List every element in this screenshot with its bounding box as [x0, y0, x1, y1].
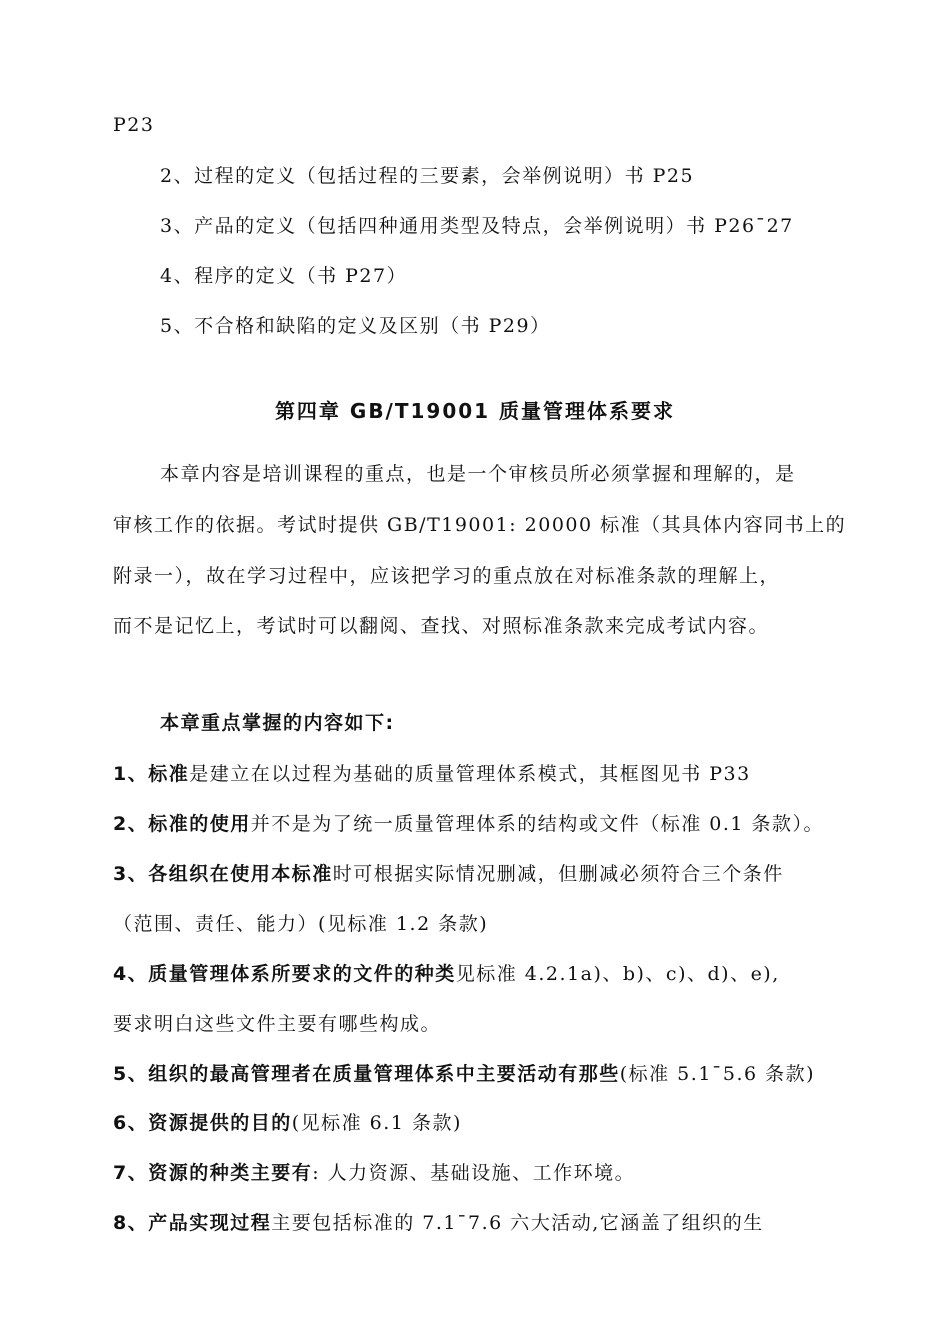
key-item [113, 1160, 635, 1186]
key-item [113, 1110, 462, 1136]
list-item: 3、产品的定义（包括四种通用类型及特点，会举例说明）书 P26¯27 [160, 215, 794, 237]
paragraph-line: 附录一），故在学习过程中，应该把学习的重点放在对标准条款的理解上， [113, 565, 781, 587]
key-item-bold: 2、标准的使用 [113, 813, 251, 835]
chapter-title: 第四章 GB/T19001 质量管理体系要求 [274, 399, 676, 423]
key-item-text: 见标准 4.2.1a)、b)、c)、d)、e), [455, 963, 780, 985]
key-item-bold: 4、质量管理体系所要求的文件的种类 [113, 963, 456, 985]
key-item-bold: 3、各组织在使用本标准 [113, 863, 333, 885]
key-item-text: 并不是为了统一质量管理体系的结构或文件（标准 0.1 条款）。 [250, 813, 825, 835]
text-line: P23 [113, 114, 155, 136]
key-item-text: 是建立在以过程为基础的质量管理体系模式，其框图见书 P33 [189, 763, 751, 785]
list-item: 2、过程的定义（包括过程的三要素，会举例说明）书 P25 [160, 165, 695, 187]
section-heading: 本章重点掌握的内容如下: [160, 712, 395, 734]
key-item [113, 1210, 764, 1236]
key-item-text: : 人力资源、基础设施、工作环境。 [312, 1162, 636, 1184]
paragraph-line: 本章内容是培训课程的重点，也是一个审核员所必须掌握和理解的，是 [160, 463, 796, 485]
key-item [113, 811, 824, 837]
key-item-bold: 1、标准 [113, 763, 190, 785]
key-item-text: 时可根据实际情况删减，但删减必须符合三个条件 [332, 863, 784, 885]
list-item: 4、程序的定义（书 P27） [160, 265, 408, 287]
list-item: 5、不合格和缺陷的定义及区别（书 P29） [160, 315, 551, 337]
key-item-text: 主要包括标准的 7.1¯7.6 六大活动,它涵盖了组织的生 [271, 1212, 764, 1234]
key-item-text: (标准 5.1¯5.6 条款) [619, 1063, 816, 1085]
key-item [113, 961, 780, 987]
key-item-bold: 6、资源提供的目的 [113, 1112, 292, 1134]
key-item [113, 1011, 441, 1037]
key-item-bold: 8、产品实现过程 [113, 1212, 272, 1234]
key-item [113, 1061, 815, 1087]
key-item [113, 761, 751, 787]
key-item-bold: 5、组织的最高管理者在质量管理体系中主要活动有那些 [113, 1063, 620, 1085]
key-item-text: 要求明白这些文件主要有哪些构成。 [113, 1013, 442, 1035]
key-item [113, 911, 488, 937]
key-item [113, 861, 784, 887]
paragraph-line: 审核工作的依据。考试时提供 GB/T19001: 20000 标准（其具体内容同书上的 [113, 514, 847, 536]
key-item-text: (见标准 6.1 条款) [291, 1112, 462, 1134]
key-item-text: （范围、责任、能力）(见标准 1.2 条款) [113, 913, 489, 935]
key-item-bold: 7、资源的种类主要有 [113, 1162, 313, 1184]
paragraph-line: 而不是记忆上，考试时可以翻阅、查找、对照标准条款来完成考试内容。 [113, 615, 770, 637]
